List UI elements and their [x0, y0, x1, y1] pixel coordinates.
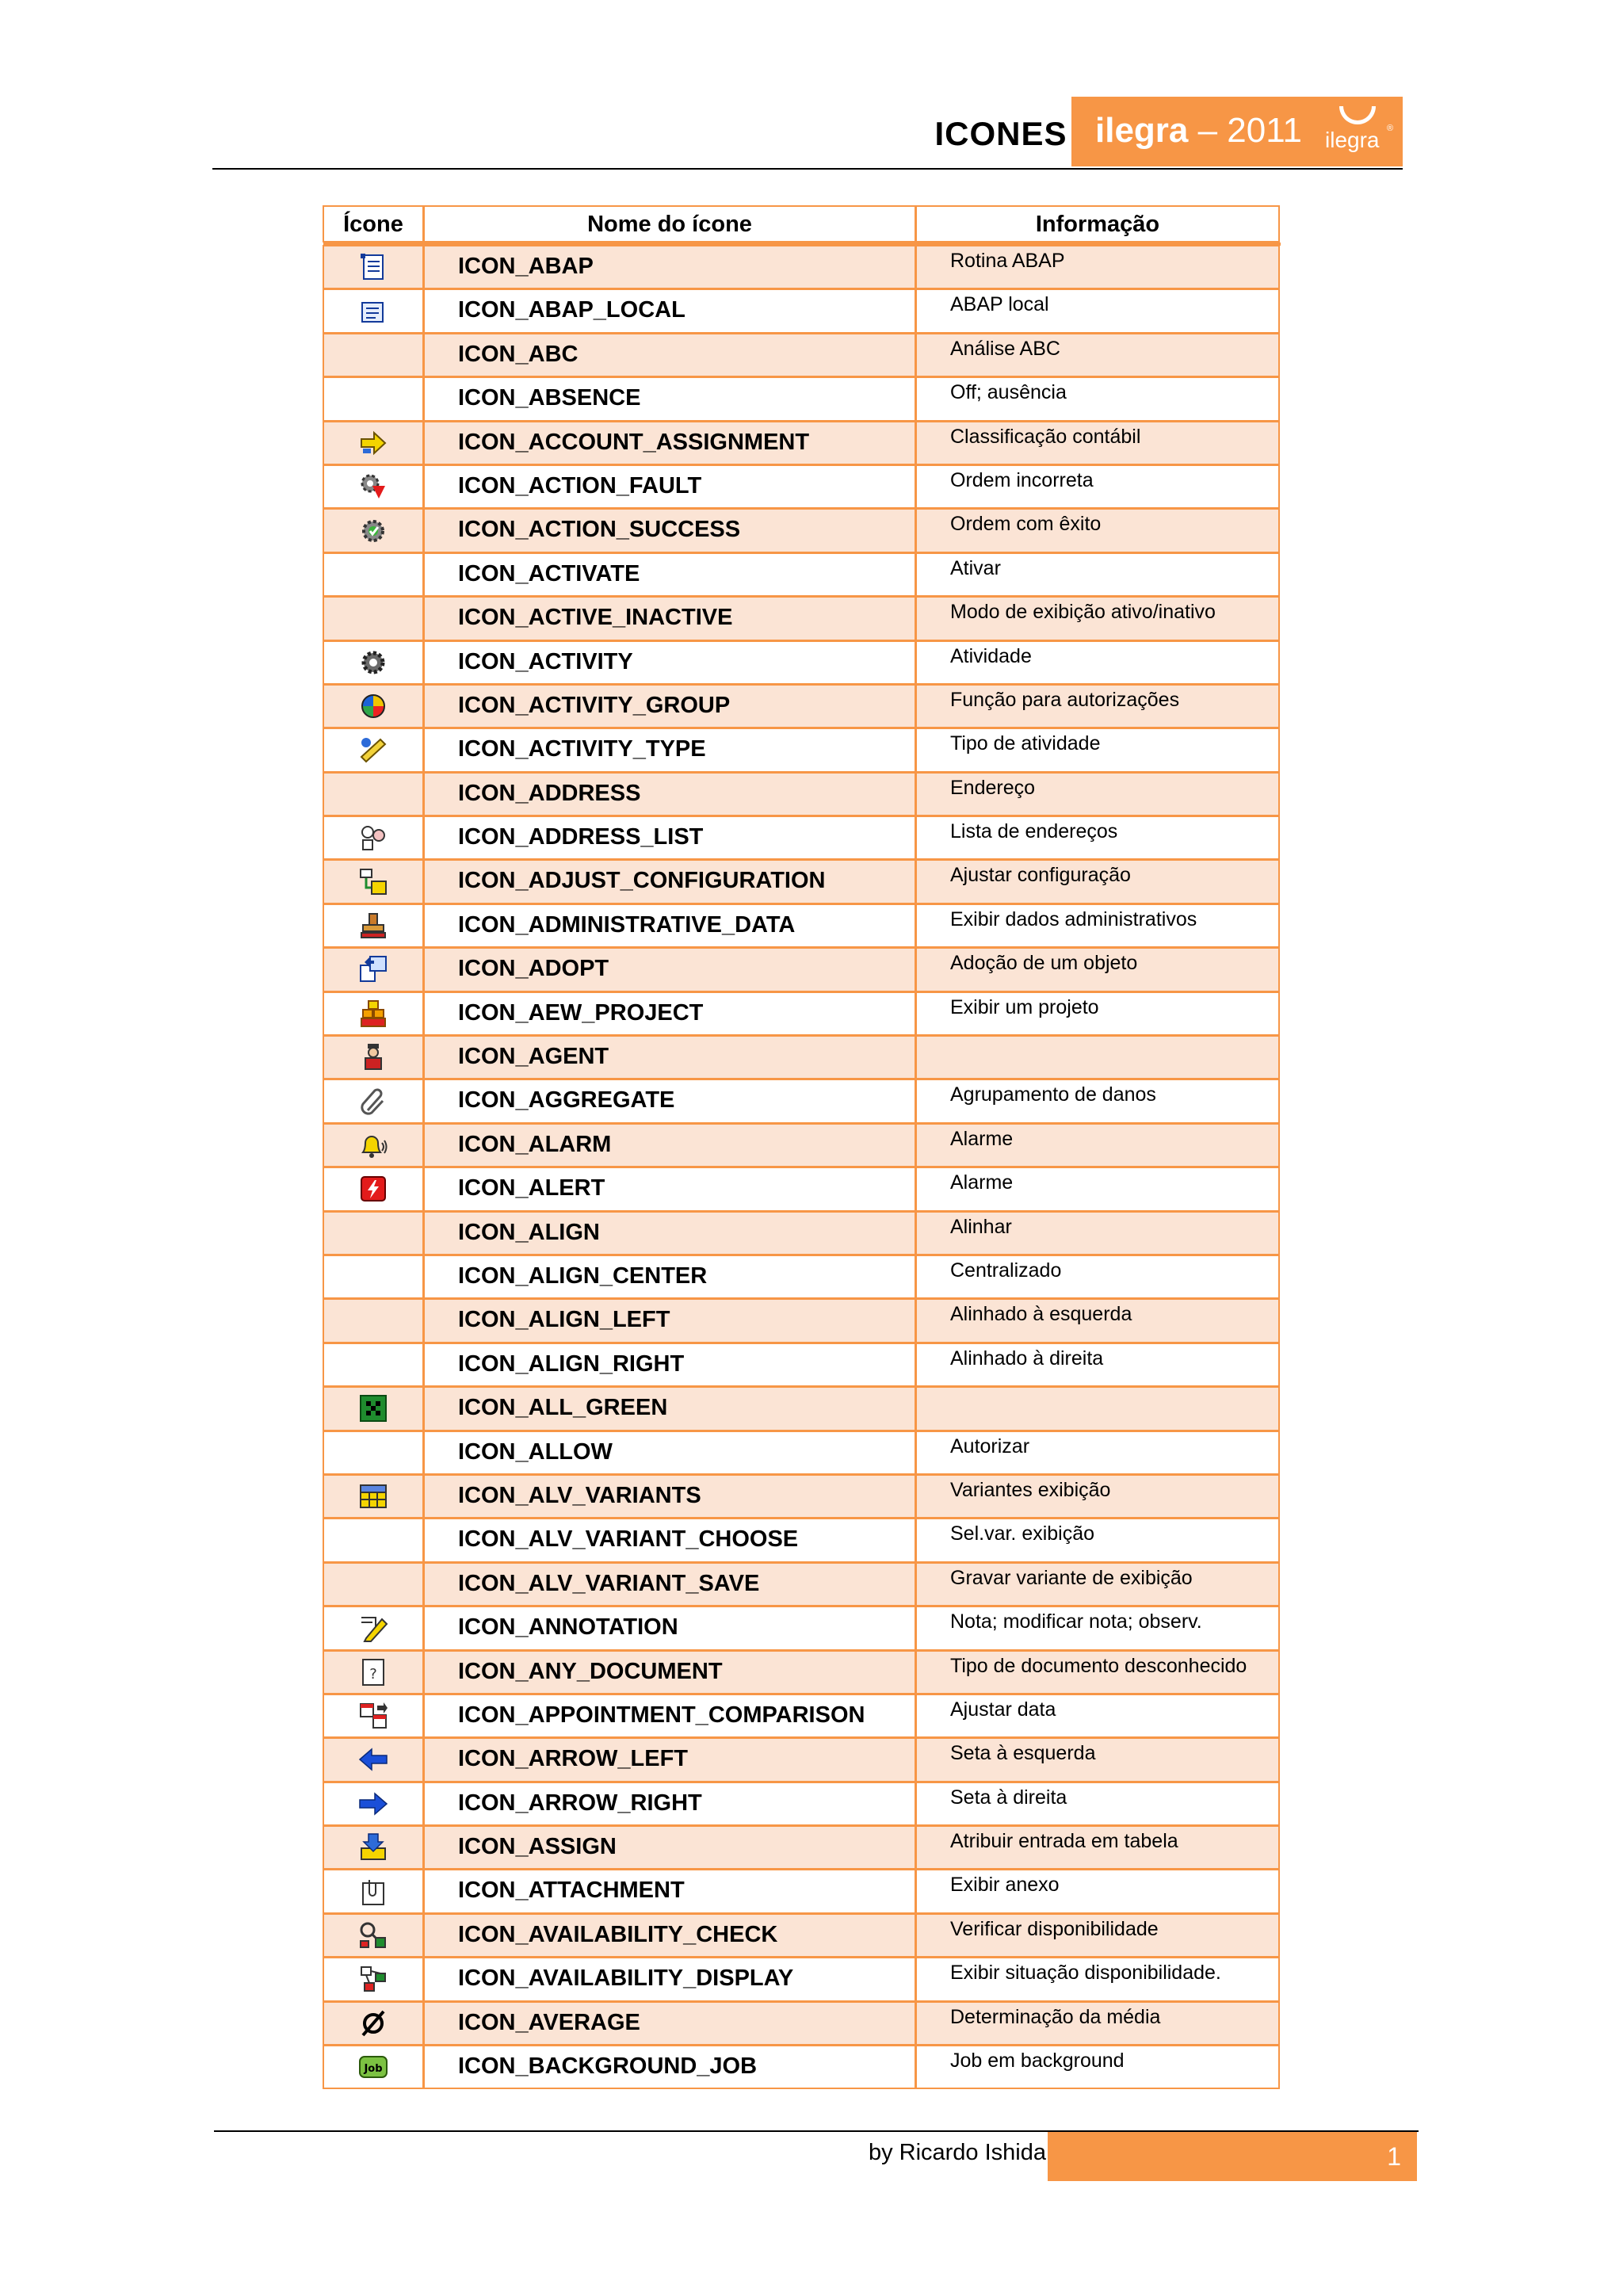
icon-cell [323, 1957, 424, 2001]
icon-cell [323, 1298, 424, 1343]
table-row [323, 1519, 1281, 1562]
icon-name-cell: ICON_ALARM [423, 1123, 916, 1167]
icon-name-cell: ICON_ASSIGN [423, 1825, 916, 1870]
icon-info-cell: Determinação da média [915, 2001, 1280, 2046]
table-row [323, 1079, 1281, 1123]
icon-table [323, 206, 1281, 2089]
icon-cell [323, 1167, 424, 1211]
table-row [323, 597, 1281, 640]
table-row [323, 334, 1281, 377]
alarm-bell-icon [358, 1130, 388, 1160]
icon-name-cell: ICON_ARROW_LEFT [423, 1737, 916, 1782]
svg-text:?: ? [369, 1665, 377, 1683]
table-row [323, 992, 1281, 1036]
abap-program-icon [358, 252, 388, 282]
gear-icon [358, 648, 388, 678]
table-row [323, 1563, 1281, 1606]
table-row [323, 246, 1281, 289]
icon-cell [323, 1211, 424, 1255]
table-row [323, 1299, 1281, 1343]
agent-icon [358, 1042, 388, 1072]
table-row [323, 1167, 1281, 1211]
icon-cell [323, 816, 424, 860]
icon-info-cell: Adoção de um objeto [915, 947, 1280, 991]
table-row [323, 728, 1281, 772]
icon-info-cell: Ajustar configuração [915, 859, 1280, 904]
annotation-pencil-icon [358, 1613, 388, 1643]
icon-cell [323, 245, 424, 289]
icon-info-cell: Alinhado à direita [915, 1343, 1280, 1387]
table-row [323, 1606, 1281, 1650]
icon-name-cell: ICON_ACTIVITY_GROUP [423, 684, 916, 728]
activity-type-icon [358, 735, 388, 765]
icon-cell [323, 1035, 424, 1079]
icon-info-cell: Rotina ABAP [915, 245, 1280, 289]
icon-cell [323, 684, 424, 728]
icon-cell [323, 640, 424, 685]
icon-cell [323, 859, 424, 904]
icon-info-cell: Job em background [915, 2045, 1280, 2089]
icon-info-cell: Agrupamento de danos [915, 1079, 1280, 1123]
icon-info-cell: Autorizar [915, 1431, 1280, 1475]
icon-cell [323, 1650, 424, 1694]
adjust-configuration-icon [358, 867, 388, 897]
icon-cell [323, 1694, 424, 1738]
icon-cell [323, 1913, 424, 1958]
header-brand [1095, 108, 1302, 154]
table-row [323, 553, 1281, 597]
icon-info-cell: Ajustar data [915, 1694, 1280, 1738]
icon-info-cell: ABAP local [915, 288, 1280, 333]
icon-info-cell [915, 1035, 1280, 1079]
icon-cell [323, 728, 424, 772]
availability-display-icon [358, 1964, 388, 1994]
icon-name-cell: ICON_AGGREGATE [423, 1079, 916, 1123]
icon-info-cell: Modo de exibição ativo/inativo [915, 596, 1280, 640]
icon-cell [323, 1255, 424, 1299]
activity-group-icon [358, 691, 388, 721]
icon-cell [323, 947, 424, 991]
icon-cell [323, 1869, 424, 1913]
icon-info-cell: Atividade [915, 640, 1280, 685]
icon-info-cell: Tipo de documento desconhecido [915, 1650, 1280, 1694]
icon-cell [323, 1518, 424, 1562]
icon-info-cell: Alinhar [915, 1211, 1280, 1255]
icon-name-cell: ICON_ADOPT [423, 947, 916, 991]
logo-smile-icon [1339, 106, 1376, 124]
icon-cell [323, 1431, 424, 1475]
table-body [323, 246, 1281, 2089]
icon-info-cell: Tipo de atividade [915, 728, 1280, 772]
icon-cell [323, 421, 424, 465]
icon-cell [323, 596, 424, 640]
icon-info-cell: Alarme [915, 1167, 1280, 1211]
icon-info-cell: Alinhado à esquerda [915, 1298, 1280, 1343]
assign-tray-icon [358, 1832, 388, 1862]
table-row [323, 1431, 1281, 1475]
col-header-info: Informação [915, 205, 1280, 243]
ilegra-logo [1325, 103, 1393, 160]
adopt-icon [358, 954, 388, 984]
table-row [323, 377, 1281, 421]
table-row [323, 1475, 1281, 1519]
icon-name-cell: ICON_AVAILABILITY_DISPLAY [423, 1957, 916, 2001]
icon-name-cell: ICON_ADMINISTRATIVE_DATA [423, 904, 916, 948]
table-row [323, 1212, 1281, 1255]
icon-cell [323, 376, 424, 421]
brand-year: – 2011 [1188, 111, 1302, 150]
icon-cell [323, 1782, 424, 1826]
icon-info-cell: Sel.var. exibição [915, 1518, 1280, 1562]
icon-name-cell: ICON_AGENT [423, 1035, 916, 1079]
icon-name-cell: ICON_ABAP_LOCAL [423, 288, 916, 333]
icon-name-cell: ICON_ABSENCE [423, 376, 916, 421]
icon-name-cell: ICON_ALV_VARIANT_SAVE [423, 1562, 916, 1606]
table-row [323, 1124, 1281, 1167]
table-row [323, 1870, 1281, 1913]
icon-info-cell: Alarme [915, 1123, 1280, 1167]
icon-name-cell: ICON_AEW_PROJECT [423, 991, 916, 1036]
icon-cell [323, 508, 424, 552]
icon-info-cell: Ordem com êxito [915, 508, 1280, 552]
icon-info-cell: Centralizado [915, 1255, 1280, 1299]
icon-cell [323, 1606, 424, 1650]
brand-name: ilegra [1095, 111, 1189, 150]
icon-name-cell: ICON_ACCOUNT_ASSIGNMENT [423, 421, 916, 465]
icon-cell [323, 552, 424, 597]
action-fault-icon [358, 472, 388, 502]
table-row [323, 1343, 1281, 1387]
icon-name-cell: ICON_ALV_VARIANT_CHOOSE [423, 1518, 916, 1562]
col-header-name: Nome do ícone [423, 205, 916, 243]
icon-cell [323, 1343, 424, 1387]
table-row [323, 816, 1281, 860]
icon-name-cell: ICON_ANNOTATION [423, 1606, 916, 1650]
icon-name-cell: ICON_ADDRESS [423, 772, 916, 816]
appointment-comparison-icon [358, 1701, 388, 1731]
table-row [323, 422, 1281, 465]
icon-info-cell: Análise ABC [915, 333, 1280, 377]
icon-cell [323, 772, 424, 816]
icon-cell [323, 1386, 424, 1431]
table-row [323, 2002, 1281, 2046]
icon-name-cell: ICON_ADDRESS_LIST [423, 816, 916, 860]
icon-name-cell: ICON_ALLOW [423, 1431, 916, 1475]
icon-info-cell: Exibir situação disponibilidade. [915, 1957, 1280, 2001]
icon-cell [323, 904, 424, 948]
stamp-icon [358, 911, 388, 941]
icon-cell [323, 1825, 424, 1870]
icon-info-cell: Ordem incorreta [915, 464, 1280, 509]
icon-cell [323, 1123, 424, 1167]
table-row [323, 2046, 1281, 2089]
registered-mark: ® [1387, 124, 1394, 133]
icon-cell [323, 1079, 424, 1123]
table-row [323, 685, 1281, 728]
icon-name-cell: ICON_ACTION_FAULT [423, 464, 916, 509]
table-row [323, 465, 1281, 509]
icon-name-cell: ICON_ARROW_RIGHT [423, 1782, 916, 1826]
icon-name-cell: ICON_ACTIVATE [423, 552, 916, 597]
icon-cell [323, 2001, 424, 2046]
unknown-document-icon [358, 1657, 388, 1687]
table-row [323, 1782, 1281, 1826]
icon-cell [323, 991, 424, 1036]
icon-info-cell: Nota; modificar nota; observ. [915, 1606, 1280, 1650]
svg-text:Job: Job [364, 2063, 383, 2076]
job-icon [358, 2052, 388, 2082]
icon-info-cell: Variantes exibição [915, 1474, 1280, 1519]
icon-cell [323, 2045, 424, 2089]
table-row [323, 1255, 1281, 1299]
average-icon [358, 2008, 388, 2038]
icon-name-cell: ICON_ATTACHMENT [423, 1869, 916, 1913]
icon-cell [323, 1474, 424, 1519]
table-row [323, 1694, 1281, 1738]
icon-info-cell: Seta à esquerda [915, 1737, 1280, 1782]
icon-info-cell: Endereço [915, 772, 1280, 816]
icon-name-cell: ICON_ALIGN_CENTER [423, 1255, 916, 1299]
icon-name-cell: ICON_ALIGN [423, 1211, 916, 1255]
all-green-icon [358, 1393, 388, 1423]
icon-cell [323, 464, 424, 509]
icon-info-cell: Ativar [915, 552, 1280, 597]
icon-name-cell: ICON_ALL_GREEN [423, 1386, 916, 1431]
table-header-row [323, 206, 1281, 246]
icon-name-cell: ICON_ALV_VARIANTS [423, 1474, 916, 1519]
alert-icon [358, 1174, 388, 1204]
grid-table-icon [358, 1481, 388, 1511]
table-row [323, 641, 1281, 685]
icon-cell [323, 1737, 424, 1782]
icon-name-cell: ICON_ABC [423, 333, 916, 377]
icon-cell [323, 333, 424, 377]
table-row [323, 509, 1281, 552]
icon-name-cell: ICON_ABAP [423, 245, 916, 289]
icon-cell [323, 288, 424, 333]
table-row [323, 1738, 1281, 1782]
icon-info-cell [915, 1386, 1280, 1431]
icon-name-cell: ICON_AVAILABILITY_CHECK [423, 1913, 916, 1958]
arrow-right-icon [358, 1789, 388, 1819]
icon-name-cell: ICON_AVERAGE [423, 2001, 916, 2046]
icon-info-cell: Função para autorizações [915, 684, 1280, 728]
table-row [323, 1958, 1281, 2001]
logo-text: ilegra [1325, 128, 1380, 152]
table-row [323, 1036, 1281, 1079]
abap-local-icon [358, 296, 388, 327]
icon-name-cell: ICON_ADJUST_CONFIGURATION [423, 859, 916, 904]
icon-info-cell: Classificação contábil [915, 421, 1280, 465]
attachment-icon [358, 1877, 388, 1907]
icon-name-cell: ICON_BACKGROUND_JOB [423, 2045, 916, 2089]
account-assignment-icon [358, 428, 388, 458]
icon-name-cell: ICON_ACTION_SUCCESS [423, 508, 916, 552]
paperclip-icon [358, 1087, 388, 1117]
icon-name-cell: ICON_ALIGN_RIGHT [423, 1343, 916, 1387]
icon-name-cell: ICON_ALIGN_LEFT [423, 1298, 916, 1343]
icon-name-cell: ICON_ACTIVITY [423, 640, 916, 685]
icon-info-cell: Exibir anexo [915, 1869, 1280, 1913]
icon-info-cell: Atribuir entrada em tabela [915, 1825, 1280, 1870]
icon-info-cell: Exibir dados administrativos [915, 904, 1280, 948]
icon-cell [323, 1562, 424, 1606]
icon-info-cell: Seta à direita [915, 1782, 1280, 1826]
table-row [323, 904, 1281, 948]
table-row [323, 860, 1281, 904]
table-row [323, 289, 1281, 333]
icon-name-cell: ICON_ACTIVE_INACTIVE [423, 596, 916, 640]
page-title: ICONES [934, 115, 1067, 152]
action-success-icon [358, 516, 388, 546]
table-row [323, 1914, 1281, 1958]
header-brand-band [1071, 97, 1403, 166]
table-row [323, 948, 1281, 991]
icon-info-cell: Off; ausência [915, 376, 1280, 421]
icon-info-cell: Gravar variante de exibição [915, 1562, 1280, 1606]
col-header-icon: Ícone [323, 205, 424, 243]
project-icon [358, 999, 388, 1029]
icon-info-cell: Exibir um projeto [915, 991, 1280, 1036]
table-row [323, 773, 1281, 816]
arrow-left-icon [358, 1744, 388, 1775]
header-rule [212, 168, 1403, 170]
availability-check-icon [358, 1920, 388, 1950]
icon-info-cell: Lista de endereços [915, 816, 1280, 860]
icon-name-cell: ICON_ALERT [423, 1167, 916, 1211]
icon-name-cell: ICON_ACTIVITY_TYPE [423, 728, 916, 772]
footer-author: by Ricardo Ishida [868, 2140, 1046, 2165]
table-row [323, 1651, 1281, 1694]
icon-name-cell: ICON_APPOINTMENT_COMPARISON [423, 1694, 916, 1738]
page-number: 1 [1048, 2132, 1417, 2181]
address-list-icon [358, 823, 388, 853]
table-row [323, 1826, 1281, 1870]
table-row [323, 1387, 1281, 1431]
icon-info-cell: Verificar disponibilidade [915, 1913, 1280, 1958]
icon-name-cell: ICON_ANY_DOCUMENT [423, 1650, 916, 1694]
